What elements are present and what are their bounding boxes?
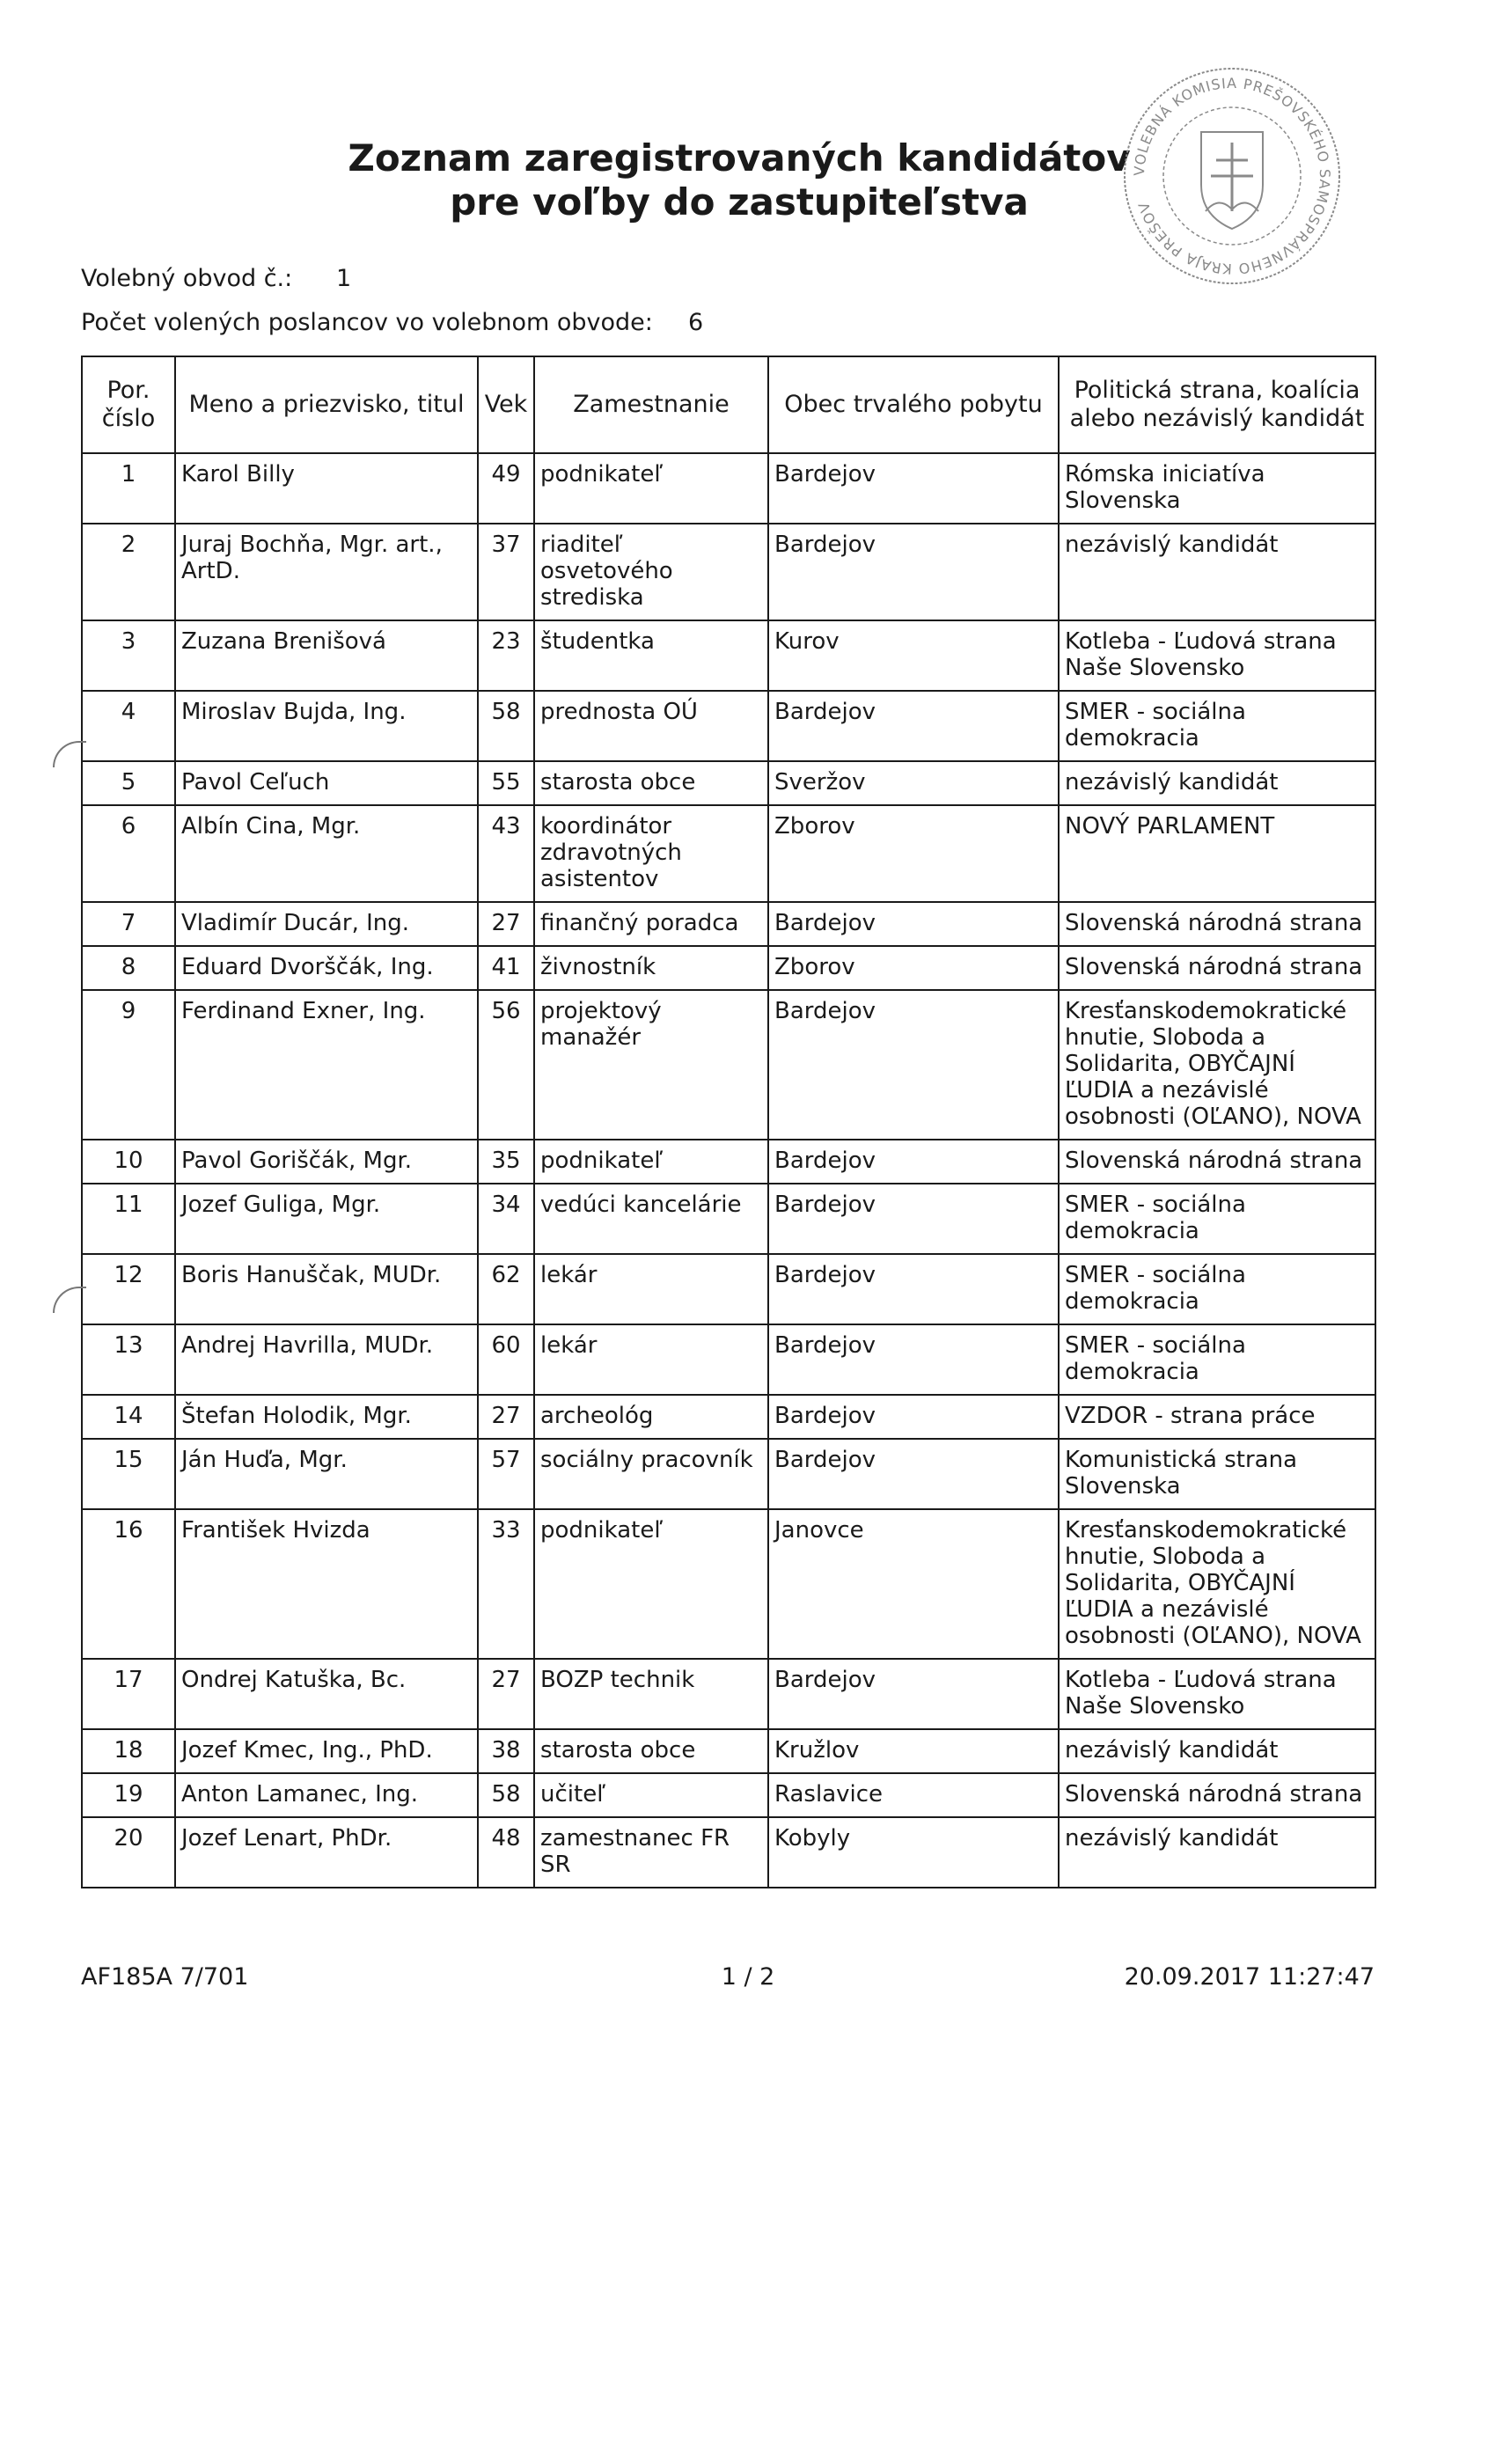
table-row (82, 805, 1375, 902)
cell-number: 18 (82, 1729, 175, 1773)
footer-code: AF185A 7/701 (81, 1963, 249, 1991)
cell-number: 1 (82, 453, 175, 524)
cell-residence: Bardejov (768, 902, 1059, 946)
cell-age: 38 (478, 1729, 534, 1773)
table-row (82, 1659, 1375, 1729)
cell-residence: Bardejov (768, 1140, 1059, 1184)
table-header-row (82, 356, 1375, 453)
cell-name: Jozef Guliga, Mgr. (175, 1184, 478, 1254)
cell-party: Kresťanskodemokratické hnutie, Sloboda a Solidarita, OBYČAJNÍ ĽUDIA a nezávislé osobnosti (OĽANO), NOVA (1059, 1509, 1375, 1659)
cell-occupation: lekár (534, 1324, 768, 1395)
table-row (82, 990, 1375, 1140)
district-value: 1 (336, 265, 352, 292)
cell-number: 2 (82, 524, 175, 620)
table-row (82, 1395, 1375, 1439)
cell-party: Rómska iniciatíva Slovenska (1059, 453, 1375, 524)
cell-party: Slovenská národná strana (1059, 1140, 1375, 1184)
cell-party: nezávislý kandidát (1059, 1729, 1375, 1773)
cell-age: 49 (478, 453, 534, 524)
cell-age: 43 (478, 805, 534, 902)
header-name: Meno a priezvisko, titul (175, 356, 478, 453)
cell-number: 9 (82, 990, 175, 1140)
cell-occupation: BOZP technik (534, 1659, 768, 1729)
candidates-table (81, 356, 1376, 1888)
table-row (82, 1184, 1375, 1254)
cell-party: Slovenská národná strana (1059, 1773, 1375, 1817)
cell-name: Jozef Kmec, Ing., PhD. (175, 1729, 478, 1773)
header-age: Vek (478, 356, 534, 453)
footer-page-number: 1 / 2 (721, 1963, 775, 1991)
cell-occupation: koordinátor zdravotných asistentov (534, 805, 768, 902)
cell-party: Kotleba - Ľudová strana Naše Slovensko (1059, 1659, 1375, 1729)
cell-name: Ferdinand Exner, Ing. (175, 990, 478, 1140)
scan-punch-mark (53, 1287, 86, 1313)
cell-number: 13 (82, 1324, 175, 1395)
cell-occupation: riaditeľ osvetového strediska (534, 524, 768, 620)
header-party: Politická strana, koalícia alebo nezávislý kandidát (1059, 356, 1375, 453)
cell-age: 58 (478, 1773, 534, 1817)
table-row (82, 691, 1375, 761)
cell-residence: Bardejov (768, 691, 1059, 761)
cell-party: Slovenská národná strana (1059, 902, 1375, 946)
cell-residence: Bardejov (768, 1659, 1059, 1729)
cell-residence: Kružlov (768, 1729, 1059, 1773)
cell-name: Andrej Havrilla, MUDr. (175, 1324, 478, 1395)
cell-age: 27 (478, 1395, 534, 1439)
cell-occupation: študentka (534, 620, 768, 691)
cell-number: 7 (82, 902, 175, 946)
seats-value: 6 (688, 309, 704, 336)
cell-age: 37 (478, 524, 534, 620)
cell-residence: Bardejov (768, 453, 1059, 524)
table-row (82, 761, 1375, 805)
cell-party: Komunistická strana Slovenska (1059, 1439, 1375, 1509)
cell-age: 41 (478, 946, 534, 990)
table-row (82, 524, 1375, 620)
cell-occupation: prednosta OÚ (534, 691, 768, 761)
table-row (82, 1140, 1375, 1184)
cell-name: Miroslav Bujda, Ing. (175, 691, 478, 761)
cell-residence: Zborov (768, 946, 1059, 990)
table-row (82, 1254, 1375, 1324)
cell-age: 60 (478, 1324, 534, 1395)
cell-name: Karol Billy (175, 453, 478, 524)
cell-party: nezávislý kandidát (1059, 1817, 1375, 1888)
table-row (82, 620, 1375, 691)
cell-residence: Zborov (768, 805, 1059, 902)
cell-name: Vladimír Ducár, Ing. (175, 902, 478, 946)
header-residence: Obec trvalého pobytu (768, 356, 1059, 453)
cell-name: Pavol Goriščák, Mgr. (175, 1140, 478, 1184)
seats-label: Počet volených poslancov vo volebnom obvode: (81, 309, 653, 336)
stamp-text: VOLEBNÁ KOMISIA PREŠOVSKÉHO SAMOSPRÁVNEHO KRAJA PREŠOV (1130, 74, 1334, 278)
cell-number: 6 (82, 805, 175, 902)
cell-age: 23 (478, 620, 534, 691)
cell-residence: Janovce (768, 1509, 1059, 1659)
title-line-2: pre voľby do zastupiteľstva (450, 180, 1029, 224)
cell-party: SMER - sociálna demokracia (1059, 1184, 1375, 1254)
district-line (81, 264, 352, 294)
cell-occupation: živnostník (534, 946, 768, 990)
cell-occupation: učiteľ (534, 1773, 768, 1817)
cell-age: 48 (478, 1817, 534, 1888)
cell-name: Zuzana Brenišová (175, 620, 478, 691)
header-occupation: Zamestnanie (534, 356, 768, 453)
cell-number: 16 (82, 1509, 175, 1659)
cell-name: Ondrej Katuška, Bc. (175, 1659, 478, 1729)
cell-party: SMER - sociálna demokracia (1059, 1324, 1375, 1395)
cell-party: SMER - sociálna demokracia (1059, 691, 1375, 761)
district-label: Volebný obvod č.: (81, 265, 293, 292)
cell-number: 11 (82, 1184, 175, 1254)
cell-residence: Kobyly (768, 1817, 1059, 1888)
cell-number: 17 (82, 1659, 175, 1729)
cell-age: 27 (478, 902, 534, 946)
cell-party: NOVÝ PARLAMENT (1059, 805, 1375, 902)
cell-residence: Sveržov (768, 761, 1059, 805)
cell-number: 5 (82, 761, 175, 805)
cell-name: Juraj Bochňa, Mgr. art., ArtD. (175, 524, 478, 620)
cell-residence: Bardejov (768, 1324, 1059, 1395)
cell-occupation: starosta obce (534, 1729, 768, 1773)
cell-name: Albín Cina, Mgr. (175, 805, 478, 902)
cell-occupation: starosta obce (534, 761, 768, 805)
cell-age: 57 (478, 1439, 534, 1509)
scan-punch-mark (53, 741, 86, 767)
cell-residence: Raslavice (768, 1773, 1059, 1817)
cell-name: Ján Huďa, Mgr. (175, 1439, 478, 1509)
cell-number: 4 (82, 691, 175, 761)
table-row (82, 1817, 1375, 1888)
cell-occupation: sociálny pracovník (534, 1439, 768, 1509)
cell-age: 35 (478, 1140, 534, 1184)
cell-number: 10 (82, 1140, 175, 1184)
cell-occupation: podnikateľ (534, 1509, 768, 1659)
cell-party: Kresťanskodemokratické hnutie, Sloboda a Solidarita, OBYČAJNÍ ĽUDIA a nezávislé osobnosti (OĽANO), NOVA (1059, 990, 1375, 1140)
cell-name: Štefan Holodik, Mgr. (175, 1395, 478, 1439)
cell-occupation: vedúci kancelárie (534, 1184, 768, 1254)
cell-occupation: archeológ (534, 1395, 768, 1439)
cell-party: VZDOR - strana práce (1059, 1395, 1375, 1439)
cell-residence: Bardejov (768, 1439, 1059, 1509)
table-row (82, 1773, 1375, 1817)
cell-residence: Bardejov (768, 1395, 1059, 1439)
cell-age: 56 (478, 990, 534, 1140)
cell-number: 19 (82, 1773, 175, 1817)
cell-residence: Bardejov (768, 524, 1059, 620)
cell-residence: Bardejov (768, 1184, 1059, 1254)
cell-name: Eduard Dvorščák, Ing. (175, 946, 478, 990)
cell-occupation: zamestnanec FR SR (534, 1817, 768, 1888)
cell-party: Slovenská národná strana (1059, 946, 1375, 990)
cell-name: Boris Hanuščak, MUDr. (175, 1254, 478, 1324)
official-stamp (1118, 62, 1346, 290)
cell-number: 12 (82, 1254, 175, 1324)
cell-occupation: podnikateľ (534, 1140, 768, 1184)
header-number: Por. číslo (82, 356, 175, 453)
seats-line (81, 308, 704, 338)
cell-party: Kotleba - Ľudová strana Naše Slovensko (1059, 620, 1375, 691)
cell-residence: Bardejov (768, 1254, 1059, 1324)
table-row (82, 1509, 1375, 1659)
cell-age: 62 (478, 1254, 534, 1324)
table-row (82, 1324, 1375, 1395)
cell-party: nezávislý kandidát (1059, 524, 1375, 620)
cell-occupation: finančný poradca (534, 902, 768, 946)
footer-datetime: 20.09.2017 11:27:47 (1124, 1963, 1375, 1991)
cell-number: 20 (82, 1817, 175, 1888)
cell-occupation: projektový manažér (534, 990, 768, 1140)
cell-name: Pavol Ceľuch (175, 761, 478, 805)
cell-name: František Hvizda (175, 1509, 478, 1659)
cell-name: Anton Lamanec, Ing. (175, 1773, 478, 1817)
table-row (82, 1439, 1375, 1509)
table-row (82, 902, 1375, 946)
cell-age: 55 (478, 761, 534, 805)
title-line-1: Zoznam zaregistrovaných kandidátov (348, 136, 1131, 180)
table-row (82, 453, 1375, 524)
document-title (317, 136, 1162, 224)
cell-occupation: podnikateľ (534, 453, 768, 524)
cell-age: 34 (478, 1184, 534, 1254)
cell-party: SMER - sociálna demokracia (1059, 1254, 1375, 1324)
cell-residence: Kurov (768, 620, 1059, 691)
cell-age: 27 (478, 1659, 534, 1729)
cell-number: 15 (82, 1439, 175, 1509)
cell-number: 14 (82, 1395, 175, 1439)
cell-number: 3 (82, 620, 175, 691)
table-row (82, 1729, 1375, 1773)
cell-occupation: lekár (534, 1254, 768, 1324)
cell-party: nezávislý kandidát (1059, 761, 1375, 805)
cell-age: 58 (478, 691, 534, 761)
table-row (82, 946, 1375, 990)
cell-residence: Bardejov (768, 990, 1059, 1140)
cell-name: Jozef Lenart, PhDr. (175, 1817, 478, 1888)
cell-number: 8 (82, 946, 175, 990)
cell-age: 33 (478, 1509, 534, 1659)
